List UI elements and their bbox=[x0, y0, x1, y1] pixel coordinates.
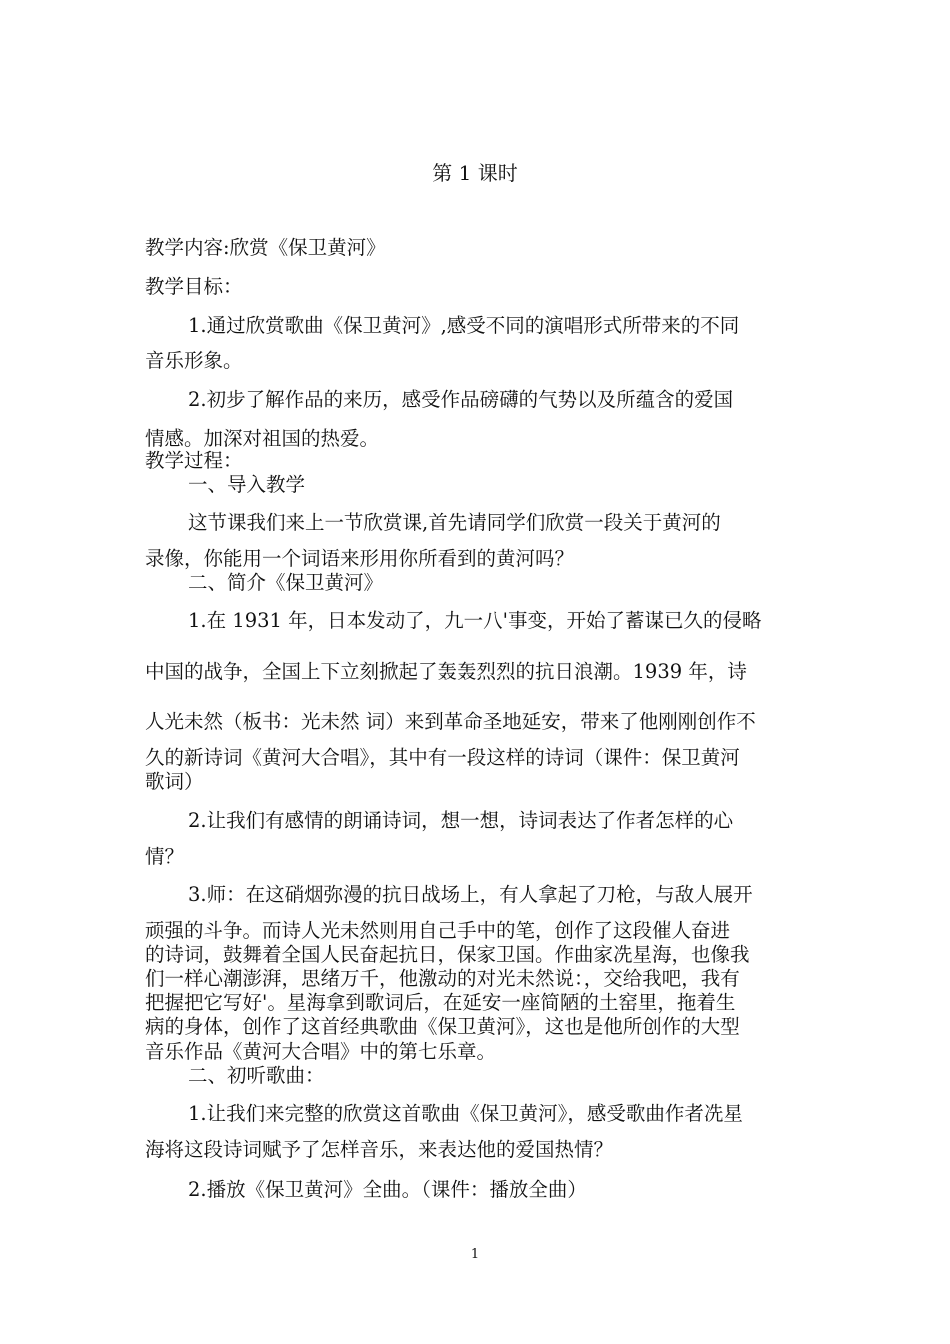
story-line-2: 顽强的斗争。而诗人光未然则用自己手中的笔，创作了这段催人奋进 bbox=[145, 919, 731, 942]
section-1-heading: 一、导入教学 bbox=[188, 473, 306, 496]
goal-2-line-1: 2.初步了解作品的来历，感受作品磅礴的气势以及所蕴含的爱国 bbox=[188, 388, 734, 411]
story-line-5: 把握把它写好'。星海拿到歌词后，在延安一座简陋的土窑里，拖着生 bbox=[145, 991, 736, 1014]
recite-line-1: 2.让我们有感情的朗诵诗词，想一想，诗词表达了作者怎样的心 bbox=[188, 809, 734, 832]
lesson-title: 第 1 课时 bbox=[432, 161, 518, 185]
section-2-heading: 二、简介《保卫黄河》 bbox=[188, 571, 384, 594]
intro-para-line-1: 这节课我们来上一节欣赏课,首先请同学们欣赏一段关于黄河的 bbox=[188, 511, 721, 534]
background-line-5: 歌词） bbox=[145, 770, 204, 793]
background-line-4: 久的新诗词《黄河大合唱》，其中有一段这样的诗词（课件：保卫黄河 bbox=[145, 746, 740, 769]
story-line-6: 病的身体，创作了这首经典歌曲《保卫黄河》，这也是他所创作的大型 bbox=[145, 1015, 740, 1038]
listen-line-2: 海将这段诗词赋予了怎样音乐，来表达他的爱国热情？ bbox=[145, 1138, 614, 1161]
section-3-heading: 二、初听歌曲： bbox=[188, 1064, 325, 1087]
story-line-1: 3.师：在这硝烟弥漫的抗日战场上，有人拿起了刀枪，与敌人展开 bbox=[188, 883, 753, 906]
teaching-goals-heading: 教学目标： bbox=[145, 275, 243, 298]
background-line-2: 中国的战争，全国上下立刻掀起了轰轰烈烈的抗日浪潮。1939 年，诗 bbox=[145, 660, 747, 683]
teaching-content-line: 教学内容:欣赏《保卫黄河》 bbox=[145, 236, 386, 259]
intro-para-line-2: 录像，你能用一个词语来形用你所看到的黄河吗？ bbox=[145, 547, 575, 570]
teaching-process-heading: 教学过程： bbox=[145, 449, 243, 472]
goal-1-line-1: 1.通过欣赏歌曲《保卫黄河》,感受不同的演唱形式所带来的不同 bbox=[188, 314, 740, 337]
story-line-4: 们一样心潮澎湃，思绪万千，他激动的对光未然说：，交给我吧，我有 bbox=[145, 967, 740, 990]
listen-line-1: 1.让我们来完整的欣赏这首歌曲《保卫黄河》，感受歌曲作者冼星 bbox=[188, 1102, 743, 1125]
background-line-3: 人光未然（板书：光未然 词）来到革命圣地延安，带来了他刚刚创作不 bbox=[145, 710, 756, 733]
background-line-1: 1.在 1931 年，日本发动了，九一八'事变，开始了蓄谋已久的侵略 bbox=[188, 609, 762, 632]
story-line-3: 的诗词，鼓舞着全国人民奋起抗日，保家卫国。作曲家冼星海，也像我 bbox=[145, 943, 750, 966]
story-line-7: 音乐作品《黄河大合唱》中的第七乐章。 bbox=[145, 1040, 497, 1063]
goal-1-line-2: 音乐形象。 bbox=[145, 349, 243, 372]
page-number: 1 bbox=[470, 1247, 480, 1262]
goal-2-line-2: 情感。加深对祖国的热爱。 bbox=[145, 427, 380, 450]
recite-line-2: 情？ bbox=[145, 845, 185, 868]
play-line: 2.播放《保卫黄河》全曲。（课件：播放全曲） bbox=[188, 1178, 587, 1201]
